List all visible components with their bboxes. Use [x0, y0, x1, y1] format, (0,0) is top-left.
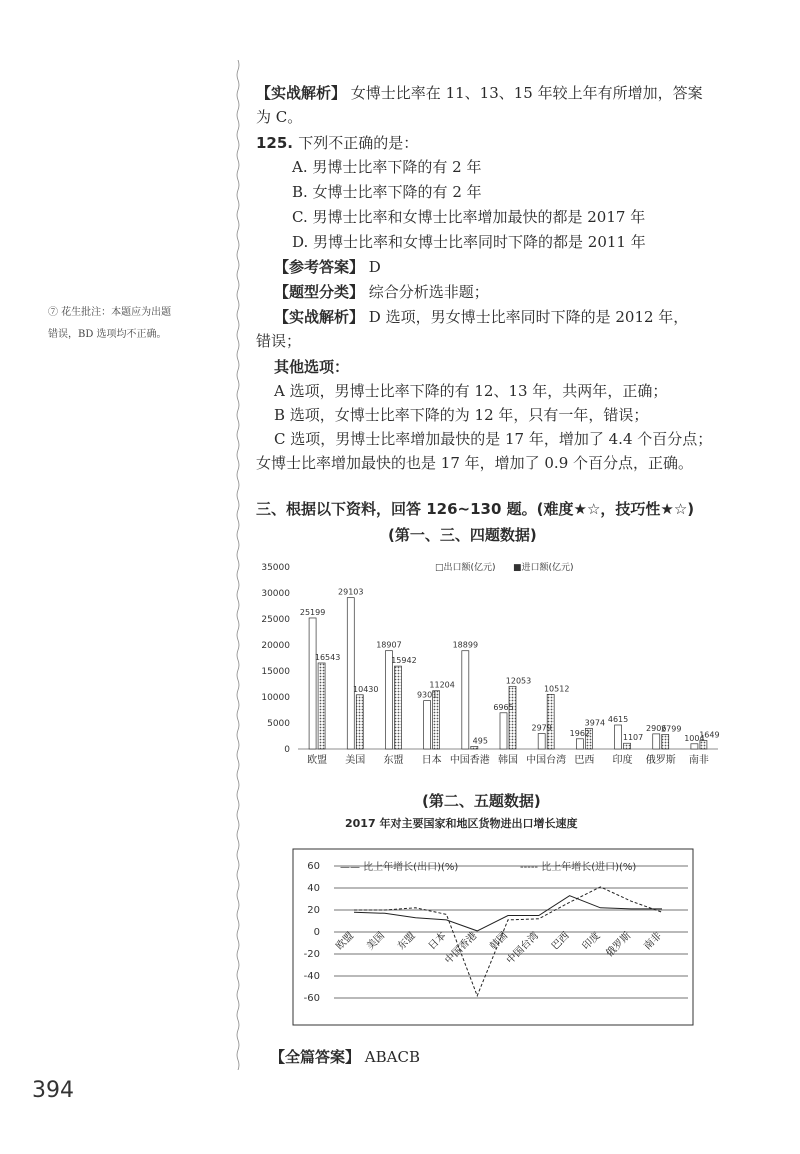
bar-export [691, 744, 698, 749]
bar-y-tick: 0 [284, 745, 290, 755]
q125-number: 125. [256, 134, 294, 152]
bar-import-label: 12053 [505, 676, 532, 686]
bar-category-label: 中国香港 [449, 755, 490, 766]
q125-type-value: 综合分析选非题； [368, 283, 489, 301]
bar-export-label: 2979 [531, 723, 552, 733]
bar-y-tick: 10000 [261, 693, 290, 703]
bar-export-label: 25199 [299, 607, 326, 617]
bar-import [624, 743, 631, 749]
bar-import [547, 694, 554, 749]
q125-type-line [274, 281, 489, 303]
bar-import [318, 663, 325, 749]
line-legend-import: ----- 比上年增长(进口)(%) [520, 862, 637, 873]
line-category-label: 中国台湾 [504, 930, 541, 967]
line-category-label: 韩国 [488, 930, 511, 953]
bar-export [653, 734, 660, 749]
bar-export-label: 1962 [569, 728, 591, 738]
chart2-title: 2017 年对主要国家和地区货物进出口增长速度 [345, 817, 578, 830]
bar-export [538, 734, 545, 749]
q125-analysis-line2: 错误； [256, 332, 302, 350]
bar-import-label: 495 [472, 736, 488, 746]
bar-category-label: 中国台湾 [526, 755, 567, 766]
bar-import-label: 3974 [584, 718, 606, 728]
line-y-tick: -60 [303, 993, 320, 1004]
q125-other-c1: C 选项，男博士比率增加最快的是 17 年，增加了 4.4 个百分点； [274, 430, 713, 448]
q125-option-a: A. 男博士比率下降的有 2 年 [292, 158, 482, 176]
q125-analysis-label: 【实战解析】 [274, 308, 365, 326]
side-note [48, 302, 228, 346]
bar-import-label: 1107 [622, 733, 644, 743]
q125-analysis-line1 [274, 306, 688, 328]
chart2-caption: (第二、五题数据) [422, 792, 541, 810]
q125-answer-value: D [368, 258, 381, 276]
side-note-line2: 错误，BD 选项均不正确。 [48, 329, 167, 340]
bar-export [576, 739, 583, 749]
line-y-tick: 0 [313, 927, 320, 938]
bar-import-label: 2799 [661, 724, 682, 734]
line-y-tick: -20 [303, 949, 320, 960]
bar-import-label: 16543 [314, 652, 341, 662]
q125-other-a: A 选项，男博士比率下降的有 12、13 年，共两年，正确； [274, 382, 668, 400]
q125-other-label: 其他选项： [274, 358, 350, 376]
q125-answer-label: 【参考答案】 [274, 258, 365, 276]
bar-import [471, 746, 478, 749]
bar-export-label: 18907 [376, 640, 402, 650]
line-category-label: 美国 [365, 930, 387, 953]
q124-analysis-line2: 为 C。 [256, 108, 303, 126]
bar-category-label: 俄罗斯 [645, 755, 676, 766]
bar-import-label: 15942 [391, 656, 417, 666]
chart1-caption: (第一、三、四题数据) [388, 526, 537, 544]
full-answer-value: ABACB [364, 1048, 420, 1066]
bar-legend-export: □出口额(亿元) [435, 563, 496, 573]
q125-answer-line [274, 256, 381, 278]
page-number: 394 [32, 1078, 74, 1103]
bar-import-label: 11204 [429, 680, 455, 690]
bar-y-tick: 25000 [261, 615, 290, 625]
bar-export-label: 9301 [416, 690, 438, 700]
q125-analysis-text: D 选项，男女博士比率同时下降的是 2012 年， [368, 308, 689, 326]
bar-y-tick: 35000 [261, 563, 290, 573]
line-legend-export: —— 比上年增长(出口)(%) [340, 862, 459, 873]
line-category-label: 巴西 [549, 930, 572, 953]
section3-heading: 三、根据以下资料，回答 126~130 题。(难度★☆，技巧性★☆) [256, 500, 695, 518]
line-category-label: 欧盟 [334, 930, 357, 953]
bar-import [394, 666, 401, 749]
bar-legend-import: ■进口额(亿元) [513, 563, 574, 573]
bar-export [500, 713, 507, 749]
bar-import-label: 10512 [543, 684, 570, 694]
full-answer-line [270, 1046, 420, 1068]
line-y-tick: 60 [307, 861, 320, 872]
q125-option-d: D. 男博士比率和女博士比率同时下降的都是 2011 年 [292, 233, 646, 251]
bar-export [615, 725, 622, 749]
bar-category-label: 欧盟 [307, 755, 328, 766]
line-y-tick: 20 [307, 905, 320, 916]
bar-export-label: 29103 [338, 587, 364, 597]
bar-export [385, 651, 392, 749]
bar-export [424, 701, 431, 749]
bar-y-tick: 20000 [261, 641, 290, 651]
q125-option-b: B. 女博士比率下降的有 2 年 [292, 183, 482, 201]
q125-type-label: 【题型分类】 [274, 283, 365, 301]
bar-y-tick: 15000 [261, 667, 290, 677]
line-category-label: 日本 [426, 930, 449, 953]
line-y-tick: -40 [303, 971, 320, 982]
bar-export-label: 2906 [646, 723, 667, 733]
bar-export-label: 18899 [452, 640, 479, 650]
q125-header [256, 132, 418, 154]
line-category-label: 中国香港 [443, 930, 480, 967]
bar-category-label: 印度 [612, 755, 633, 766]
q124-analysis-label: 【实战解析】 [256, 84, 347, 102]
bar-category-label: 巴西 [574, 755, 595, 766]
line-chart [292, 848, 694, 1026]
q125-stem: 下列不正确的是： [298, 134, 419, 152]
margin-divider [236, 60, 240, 1070]
q125-other-b: B 选项，女博士比率下降的为 12 年，只有一年，错误； [274, 406, 649, 424]
line-y-tick: 40 [307, 883, 320, 894]
bar-category-label: 韩国 [498, 755, 518, 766]
line-category-label: 东盟 [395, 930, 418, 953]
bar-category-label: 美国 [345, 755, 366, 766]
line-category-label: 南非 [642, 930, 665, 953]
full-answer-label: 【全篇答案】 [270, 1048, 361, 1066]
bar-export [309, 618, 316, 749]
q125-option-c: C. 男博士比率和女博士比率增加最快的都是 2017 年 [292, 208, 646, 226]
bar-import [662, 734, 669, 749]
bar-import-label: 10430 [353, 684, 379, 694]
bar-chart [250, 555, 720, 790]
bar-category-label: 南非 [688, 755, 709, 766]
bar-y-tick: 30000 [261, 589, 290, 599]
bar-export-label: 6965 [493, 702, 514, 712]
bar-import [356, 695, 363, 749]
bar-import [509, 686, 516, 749]
bar-export-label: 4615 [607, 715, 629, 725]
line-category-label: 俄罗斯 [604, 930, 634, 960]
bar-y-tick: 5000 [267, 719, 290, 729]
bar-category-label: 日本 [421, 755, 442, 766]
bar-export [462, 651, 469, 749]
bar-export-label: 1004 [684, 733, 705, 743]
q125-other-c2: 女博士比率增加最快的也是 17 年，增加了 0.9 个百分点，正确。 [256, 454, 694, 472]
bar-import-label: 1649 [699, 730, 720, 740]
side-note-line1: ⑦ 花生批注：本题应为出题 [48, 307, 172, 318]
bar-export [347, 598, 354, 749]
q124-analysis-text: 女博士比率在 11、13、15 年较上年有所增加，答案 [350, 84, 703, 102]
line-category-label: 印度 [580, 930, 603, 953]
bar-category-label: 东盟 [383, 755, 404, 766]
q124-analysis-line1 [256, 82, 703, 104]
